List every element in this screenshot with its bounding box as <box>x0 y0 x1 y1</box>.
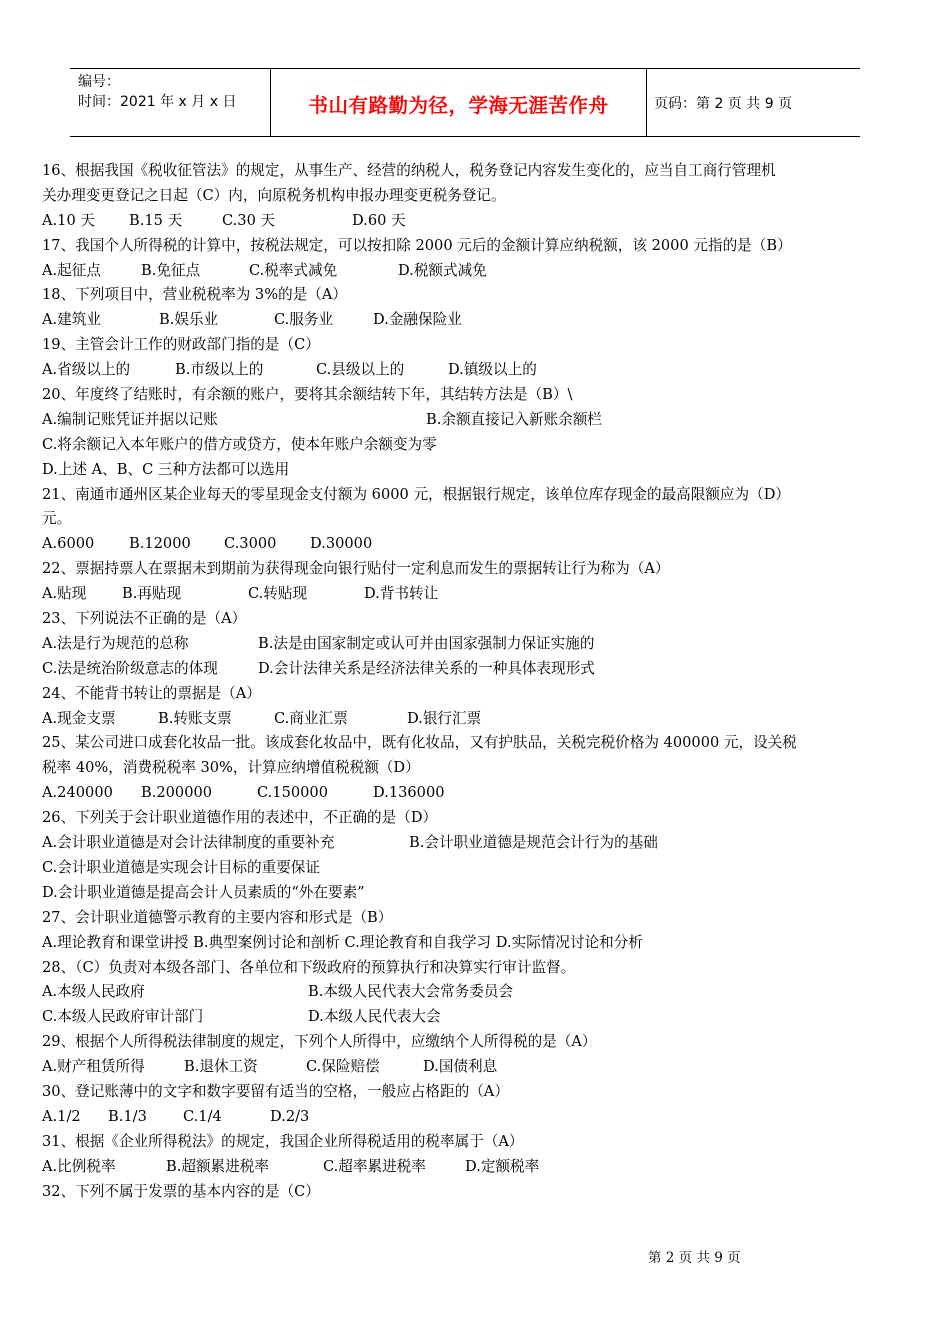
answer-option: D.60 天 <box>352 211 406 229</box>
answer-option: B.市级以上的 <box>175 361 264 379</box>
option-row <box>42 707 902 732</box>
motto: 书山有路勤为径，学海无涯苦作舟 <box>308 94 609 117</box>
text-line: 18、下列项目中，营业税税率为 3%的是（A） <box>42 286 347 304</box>
number-label: 编号： <box>78 74 120 90</box>
text-line: 28、（C）负责对本级各部门、各单位和下级政府的预算执行和决算实行审计监督。 <box>42 958 576 976</box>
answer-option: D.30000 <box>310 535 373 553</box>
answer-option: C.法是统治阶级意志的体现 <box>42 659 218 677</box>
text-line: 16、根据我国《税收征管法》的规定，从事生产、经营的纳税人，税务登记内容发生变化的，应当自工商行管理机 <box>42 162 776 179</box>
option-row <box>42 980 902 1005</box>
option-row <box>42 1005 902 1030</box>
text-line: 税率 40%，消费税税率 30%，计算应纳增值税税额（D） <box>42 759 420 777</box>
text-line: 27、会计职业道德警示教育的主要内容和形式是（B） <box>42 908 393 926</box>
answer-option: B.退休工资 <box>184 1058 258 1076</box>
text-line: 关办理变更登记之日起（C）内，向原税务机构申报办理变更税务登记。 <box>42 186 506 204</box>
option-row <box>42 358 902 383</box>
answer-option: B.免征点 <box>141 261 201 279</box>
answer-option: B.法是由国家制定或认可并由国家强制力保证实施的 <box>258 634 595 652</box>
answer-option: C.保险赔偿 <box>306 1058 380 1076</box>
answer-option: B.娱乐业 <box>159 311 219 329</box>
text-line: 31、根据《企业所得税法》的规定，我国企业所得税适用的税率属于（A） <box>42 1132 524 1150</box>
answer-option: A.起征点 <box>42 261 101 279</box>
answer-option: D.会计法律关系是经济法律关系的一种具体表现形式 <box>258 659 595 677</box>
answer-option: A.建筑业 <box>42 311 101 329</box>
option-row <box>42 1105 902 1130</box>
text-line: 24、不能背书转让的票据是（A） <box>42 684 261 702</box>
text-line: 32、下列不属于发票的基本内容的是（C） <box>42 1182 320 1200</box>
answer-option: B.12000 <box>129 535 191 553</box>
page-footer: 第 2 页 共 9 页 <box>648 1250 741 1266</box>
text-line: D.上述 A、B、C 三种方法都可以选用 <box>42 460 290 478</box>
answer-option: D.国债利息 <box>423 1058 498 1076</box>
header-page-cell <box>646 69 860 136</box>
answer-option: B.本级人民代表大会常务委员会 <box>308 983 514 1001</box>
answer-option: A.6000 <box>42 535 95 553</box>
answer-option: C.3000 <box>224 535 277 553</box>
answer-option: D.2/3 <box>270 1107 310 1125</box>
answer-option: A.10 天 <box>42 211 95 229</box>
option-row <box>42 308 902 333</box>
option-row <box>42 582 902 607</box>
text-line: C.将余额记入本年账户的借方或贷方，使本年账户余额变为零 <box>42 435 437 453</box>
answer-option: B.200000 <box>141 784 213 802</box>
answer-option: B.会计职业道德是规范会计行为的基础 <box>409 834 658 852</box>
answer-option: A.贴现 <box>42 585 87 603</box>
answer-option: D.定额税率 <box>465 1157 540 1175</box>
answer-option: C.30 天 <box>222 211 276 229</box>
answer-option: A.编制记账凭证并据以记账 <box>42 410 218 428</box>
answer-option: C.服务业 <box>274 311 334 329</box>
text-line: 26、下列关于会计职业道德作用的表述中，不正确的是（D） <box>42 809 438 827</box>
answer-option: D.税额式减免 <box>398 261 487 279</box>
option-row <box>42 532 902 557</box>
option-row <box>42 657 902 682</box>
answer-option: A.本级人民政府 <box>42 983 145 1001</box>
answer-option: C.转贴现 <box>248 585 308 603</box>
question-list <box>42 159 902 1204</box>
answer-option: D.银行汇票 <box>407 709 482 727</box>
text-line: 17、我国个人所得税的计算中，按税法规定，可以按扣除 2000 元后的金额计算应纳税额，该 2000 元指的是（B） <box>42 236 792 254</box>
answer-option: C.超率累进税率 <box>323 1157 426 1175</box>
answer-option: C.税率式减免 <box>249 261 338 279</box>
answer-option: A.1/2 <box>42 1107 81 1125</box>
answer-option: B.转账支票 <box>158 709 232 727</box>
text-line: 23、下列说法不正确的是（A） <box>42 610 247 628</box>
answer-option: A.省级以上的 <box>42 361 131 379</box>
text-line: A.理论教育和课堂讲授 B.典型案例讨论和剖析 C.理论教育和自我学习 D.实际情况讨论和分析 <box>42 933 643 951</box>
text-line: 30、登记账薄中的文字和数字要留有适当的空格，一般应占格距的（A） <box>42 1082 509 1100</box>
option-row <box>42 632 902 657</box>
page-label: 页码：第 2 页 共 9 页 <box>654 96 793 112</box>
text-line: 元。 <box>42 510 72 528</box>
option-row <box>42 781 902 806</box>
text-line: 19、主管会计工作的财政部门指的是（C） <box>42 336 320 354</box>
answer-option: D.金融保险业 <box>373 311 462 329</box>
header-motto-cell <box>270 69 647 136</box>
text-line: 20、年度终了结账时，有余额的账户，要将其余额结转下年，其结转方法是（B）\ <box>42 386 573 404</box>
answer-option: A.法是行为规范的总称 <box>42 634 189 652</box>
text-line: 21、南通市通州区某企业每天的零星现金支付额为 6000 元，根据银行规定，该单位库存现金的最高限额应为（D） <box>42 485 791 503</box>
answer-option: C.150000 <box>257 784 328 802</box>
answer-option: D.本级人民代表大会 <box>308 1008 441 1026</box>
answer-option: A.会计职业道德是对会计法律制度的重要补充 <box>42 834 335 852</box>
answer-option: A.240000 <box>42 784 113 802</box>
answer-option: A.现金支票 <box>42 709 116 727</box>
text-line: C.会计职业道德是实现会计目标的重要保证 <box>42 858 320 876</box>
answer-option: B.超额累进税率 <box>166 1157 269 1175</box>
text-line: 22、票据持票人在票据未到期前为获得现金向银行贴付一定利息而发生的票据转让行为称为（A） <box>42 560 670 578</box>
option-row <box>42 259 902 284</box>
text-line: D.会计职业道德是提高会计人员素质的“外在要素” <box>42 883 365 901</box>
answer-option: D.背书转让 <box>364 585 439 603</box>
answer-option: C.1/4 <box>183 1107 222 1125</box>
answer-option: D.镇级以上的 <box>448 361 537 379</box>
header-meta-cell <box>70 69 270 136</box>
option-row <box>42 1155 902 1180</box>
page-header <box>70 68 860 137</box>
answer-option: A.财产租赁所得 <box>42 1058 145 1076</box>
answer-option: B.1/3 <box>108 1107 147 1125</box>
answer-option: C.县级以上的 <box>316 361 405 379</box>
option-row <box>42 209 902 234</box>
text-line: 25、某公司进口成套化妆品一批。该成套化妆品中，既有化妆品，又有护肤品，关税完税价格为 400000 元，设关税 <box>42 734 797 752</box>
time-label: 时间：2021 年 x 月 x 日 <box>78 94 237 110</box>
answer-option: C.本级人民政府审计部门 <box>42 1008 204 1026</box>
answer-option: B.15 天 <box>129 211 183 229</box>
answer-option: B.再贴现 <box>122 585 182 603</box>
text-line: 29、根据个人所得税法律制度的规定，下列个人所得中，应缴纳个人所得税的是（A） <box>42 1033 597 1051</box>
option-row <box>42 831 902 856</box>
option-row <box>42 1055 902 1080</box>
option-row <box>42 408 902 433</box>
answer-option: C.商业汇票 <box>274 709 348 727</box>
answer-option: D.136000 <box>373 784 445 802</box>
answer-option: B.余额直接记入新账余额栏 <box>426 410 602 428</box>
answer-option: A.比例税率 <box>42 1157 116 1175</box>
